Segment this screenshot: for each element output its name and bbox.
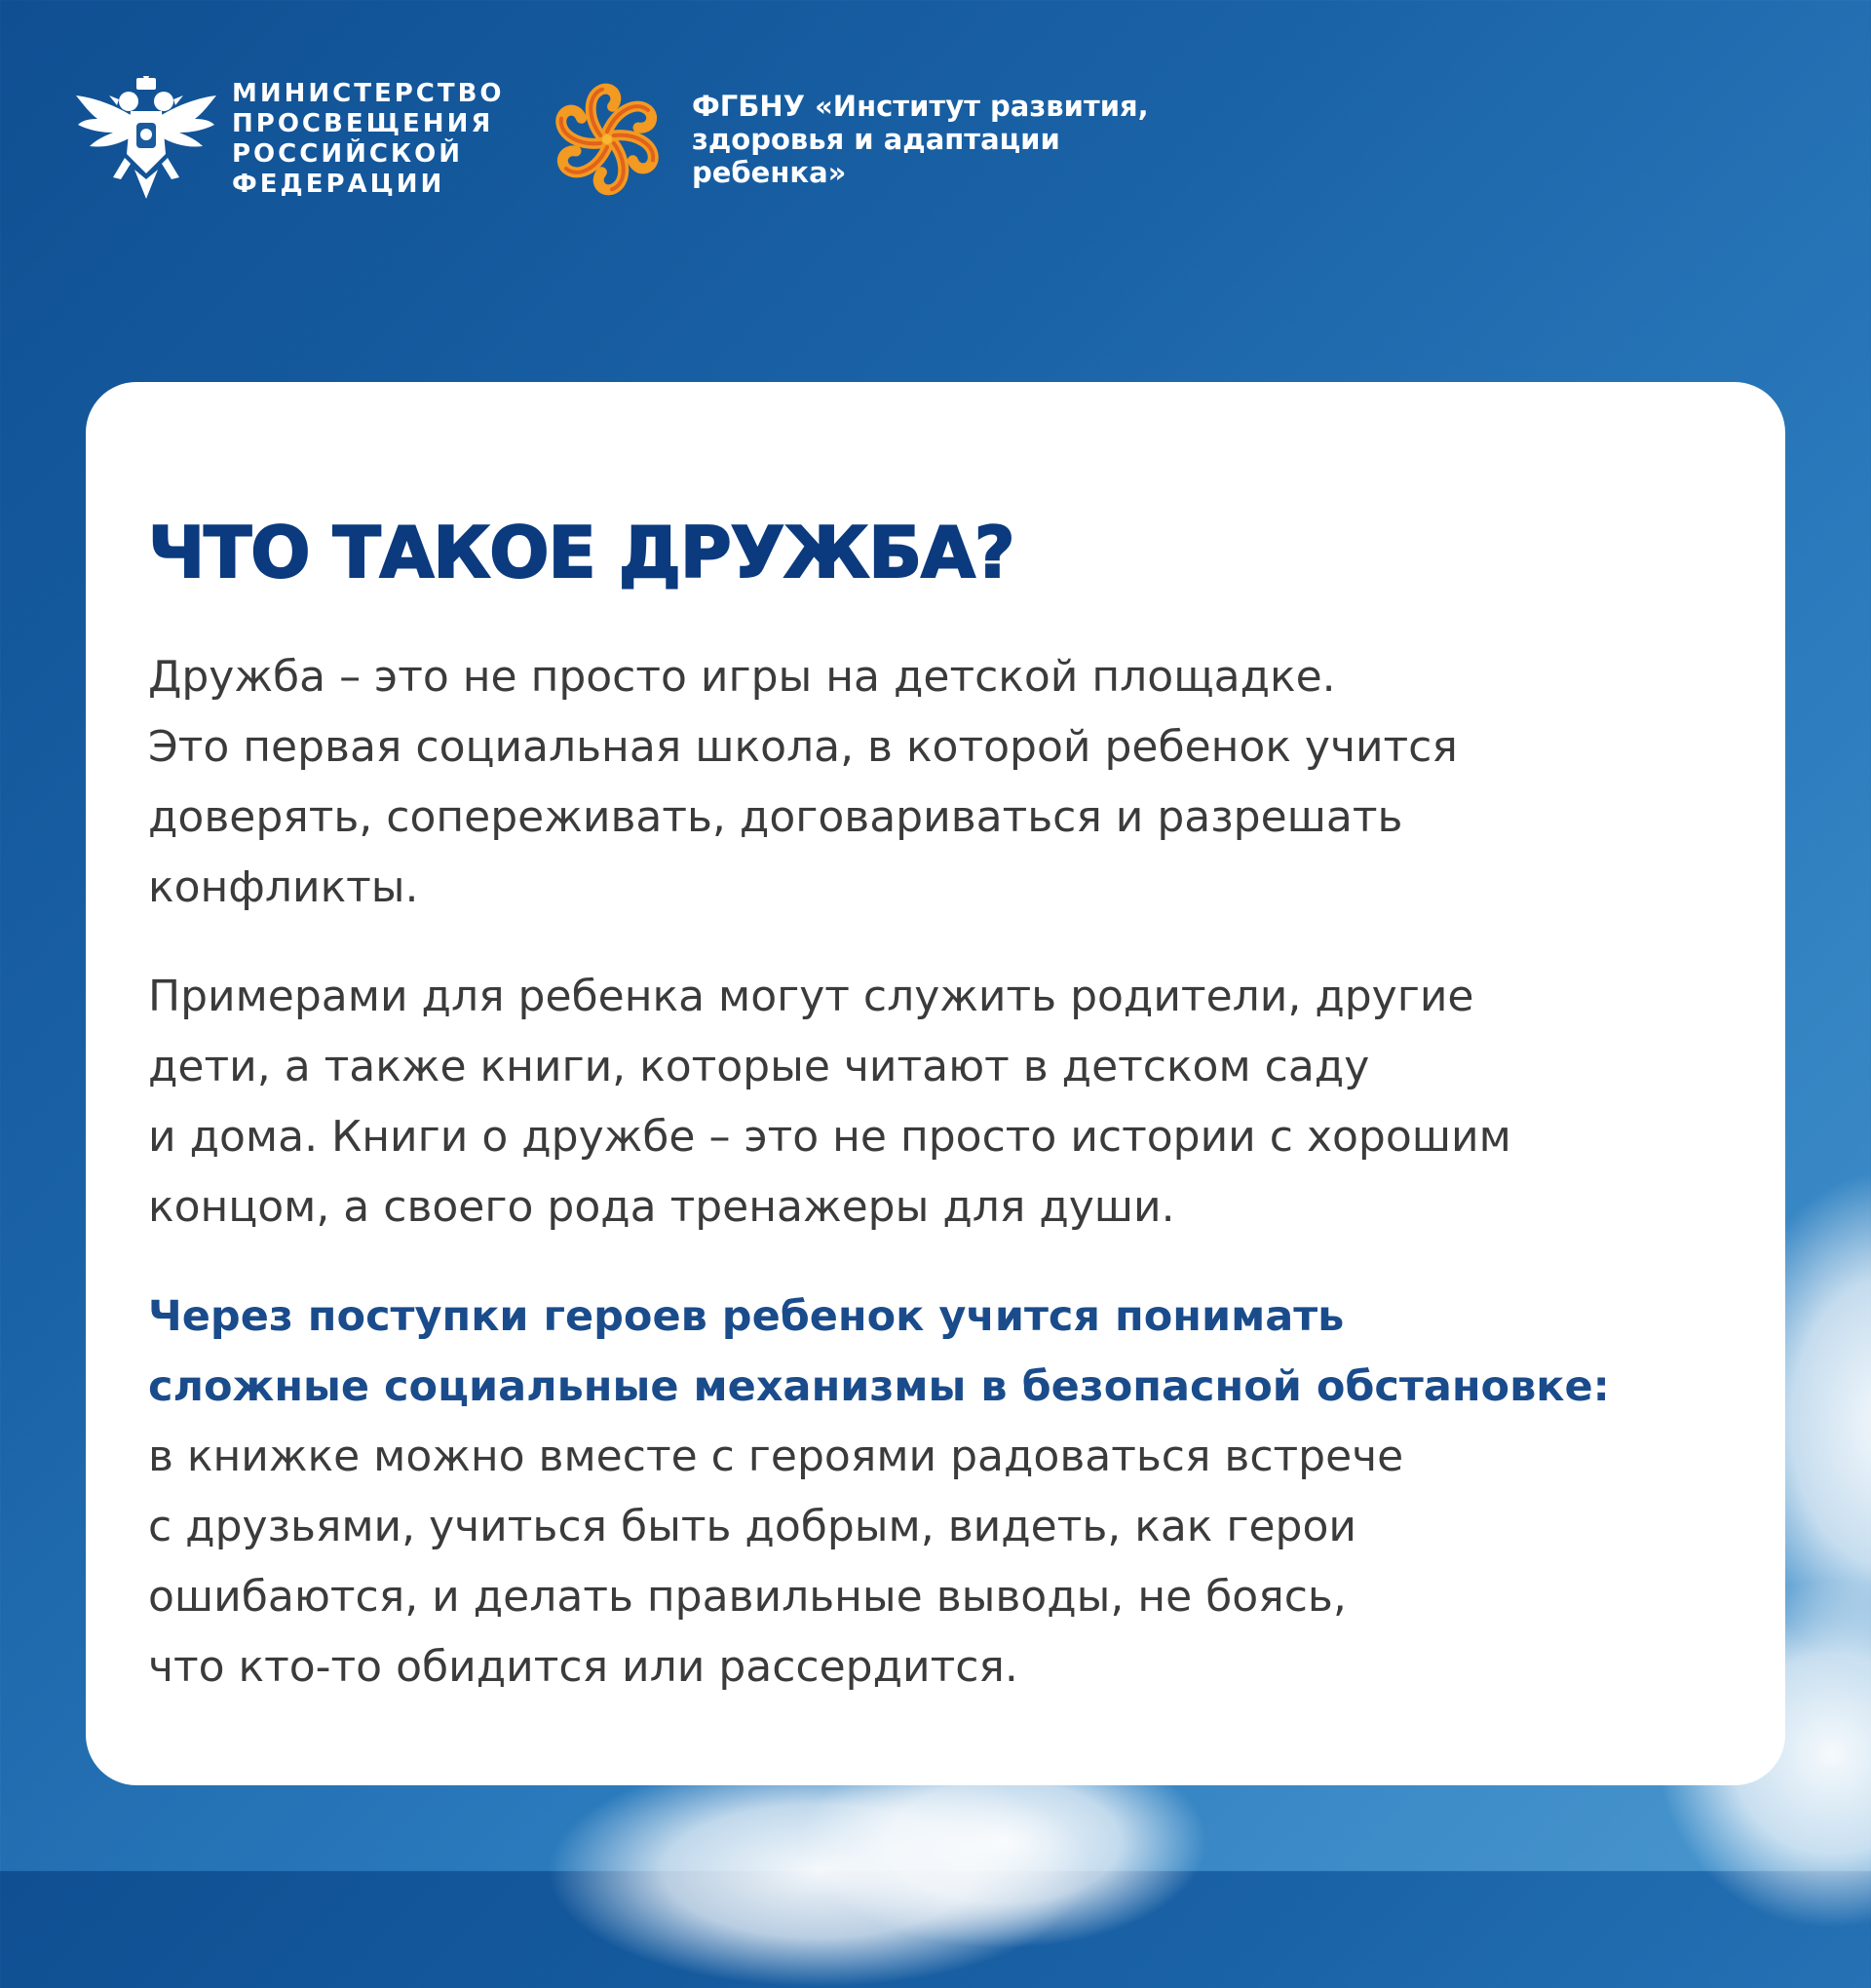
header <box>76 76 1538 212</box>
ministry-block <box>76 76 505 203</box>
ministry-line-1: МИНИСТЕРСТВО <box>232 79 505 108</box>
paragraph-line: ошибаются, и делать правильные выводы, не боясь, <box>148 1572 1347 1622</box>
institute-line-3: ребенка» <box>692 156 847 189</box>
paragraph-friendship-definition <box>148 642 1723 923</box>
paragraph-line: в книжке можно вместе с героями радоваться встрече <box>148 1432 1404 1481</box>
orange-spiral-flower-logo-icon <box>544 76 670 203</box>
ministry-line-4: ФЕДЕРАЦИИ <box>232 170 445 199</box>
paragraph-line: с друзьями, учиться быть добрым, видеть, как герои <box>148 1502 1356 1551</box>
ministry-line-2: ПРОСВЕЩЕНИЯ <box>232 109 494 138</box>
highlight-line: Через поступки героев ребенок учится понимать <box>148 1292 1345 1341</box>
content-card <box>86 382 1785 1785</box>
paragraph-line: доверять, сопереживать, договариваться и разрешать <box>148 792 1403 842</box>
double-headed-eagle-emblem-icon <box>76 76 216 203</box>
paragraph-line: и дома. Книги о дружбе – это не просто истории с хорошим <box>148 1112 1511 1162</box>
institute-block <box>544 76 1149 203</box>
paragraph-line: дети, а также книги, которые читают в детском саду <box>148 1042 1370 1091</box>
institute-line-1: ФГБНУ «Институт развития, <box>692 90 1149 123</box>
ministry-line-3: РОССИЙСКОЙ <box>232 139 464 169</box>
institute-name <box>692 90 1149 189</box>
paragraph-line: Дружба – это не просто игры на детской площадке. <box>148 652 1336 702</box>
paragraph-line: Это первая социальная школа, в которой ребенок учится <box>148 722 1458 772</box>
paragraph-line: концом, а своего рода тренажеры для души. <box>148 1182 1175 1232</box>
paragraph-examples <box>148 962 1723 1242</box>
page-title: ЧТО ТАКОЕ ДРУЖБА? <box>148 512 1014 593</box>
paragraph-line: Примерами для ребенка могут служить родители, другие <box>148 972 1474 1021</box>
paragraph-line: что кто-то обидится или рассердится. <box>148 1642 1018 1692</box>
ministry-name <box>232 79 505 200</box>
highlight-line: сложные социальные механизмы в безопасной обстановке: <box>148 1362 1610 1411</box>
paragraph-heroes <box>148 1281 1723 1702</box>
institute-line-2: здоровья и адаптации <box>692 123 1060 156</box>
paragraph-line: конфликты. <box>148 862 419 912</box>
